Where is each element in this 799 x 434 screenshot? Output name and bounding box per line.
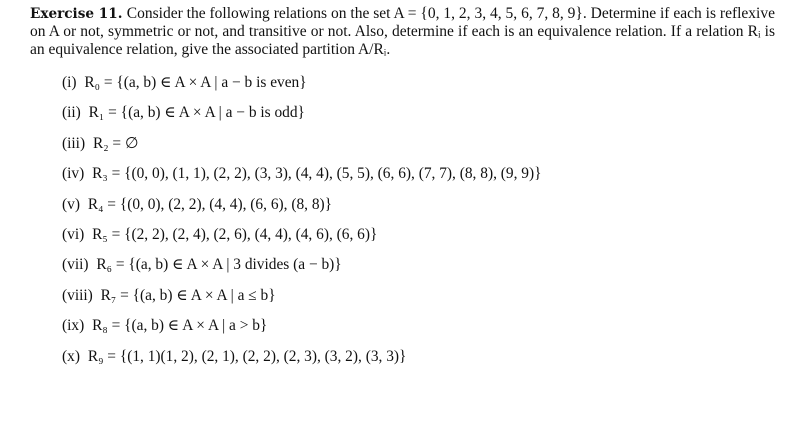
relation-label: (vi) [62, 225, 85, 243]
relation-expression: R₄ = {(0, 0), (2, 2), (4, 4), (6, 6), (8, 8)} [87, 195, 333, 213]
relation-item [62, 159, 542, 189]
relation-label: (ix) [62, 317, 85, 335]
exercise-label: Exercise 11. [30, 6, 123, 22]
relation-item [62, 250, 542, 280]
relation-item [62, 311, 542, 341]
relation-expression: R₉ = {(1, 1)(1, 2), (2, 1), (2, 2), (2, 3), (3, 2), (3, 3)} [87, 347, 407, 365]
relation-label: (iii) [62, 134, 86, 152]
relation-expression: R₈ = {(a, b) ∈ A × A | a > b} [92, 317, 268, 335]
relation-expression: R₂ = ∅ [92, 134, 139, 152]
relation-item [62, 220, 542, 250]
relation-expression: R₃ = {(0, 0), (1, 1), (2, 2), (3, 3), (4, 4), (5, 5), (6, 6), (7, 7), (8, 8), (9, 9)} [92, 165, 542, 183]
relation-label: (i) [62, 74, 77, 91]
relation-expression: R₁ = {(a, b) ∈ A × A | a − b is odd} [88, 104, 305, 122]
relation-label: (vii) [62, 256, 89, 274]
relation-label: (x) [62, 347, 80, 365]
relation-item [62, 129, 542, 159]
relation-expression: R₆ = {(a, b) ∈ A × A | 3 divides (a − b)} [96, 256, 342, 274]
relations-list [62, 68, 542, 372]
relation-expression: R₇ = {(a, b) ∈ A × A | a ≤ b} [100, 286, 276, 304]
relation-label: (ii) [62, 104, 81, 122]
relation-item [62, 98, 542, 128]
relation-expression: R₀ = {(a, b) ∈ A × A | a − b is even} [84, 74, 307, 91]
relation-item [62, 68, 542, 98]
relation-item [62, 190, 542, 220]
relation-label: (iv) [62, 165, 85, 183]
relation-expression: R₅ = {(2, 2), (2, 4), (2, 6), (4, 4), (4, 6), (6, 6)} [92, 225, 378, 243]
relation-item [62, 342, 542, 372]
relation-label: (v) [62, 195, 80, 213]
relation-label: (viii) [62, 286, 93, 304]
exercise-statement [30, 5, 775, 59]
relation-item [62, 281, 542, 311]
exercise-text: Consider the following relations on the set A = {0, 1, 2, 3, 4, 5, 6, 7, 8, 9}. Determine if each is reflexive on A or not, symmetric or not, and transitive or not. Also, determine if each is an equivalence relation. If a relation Rᵢ is an equivalence relation, give the associated partition A/Rᵢ. [30, 5, 775, 58]
